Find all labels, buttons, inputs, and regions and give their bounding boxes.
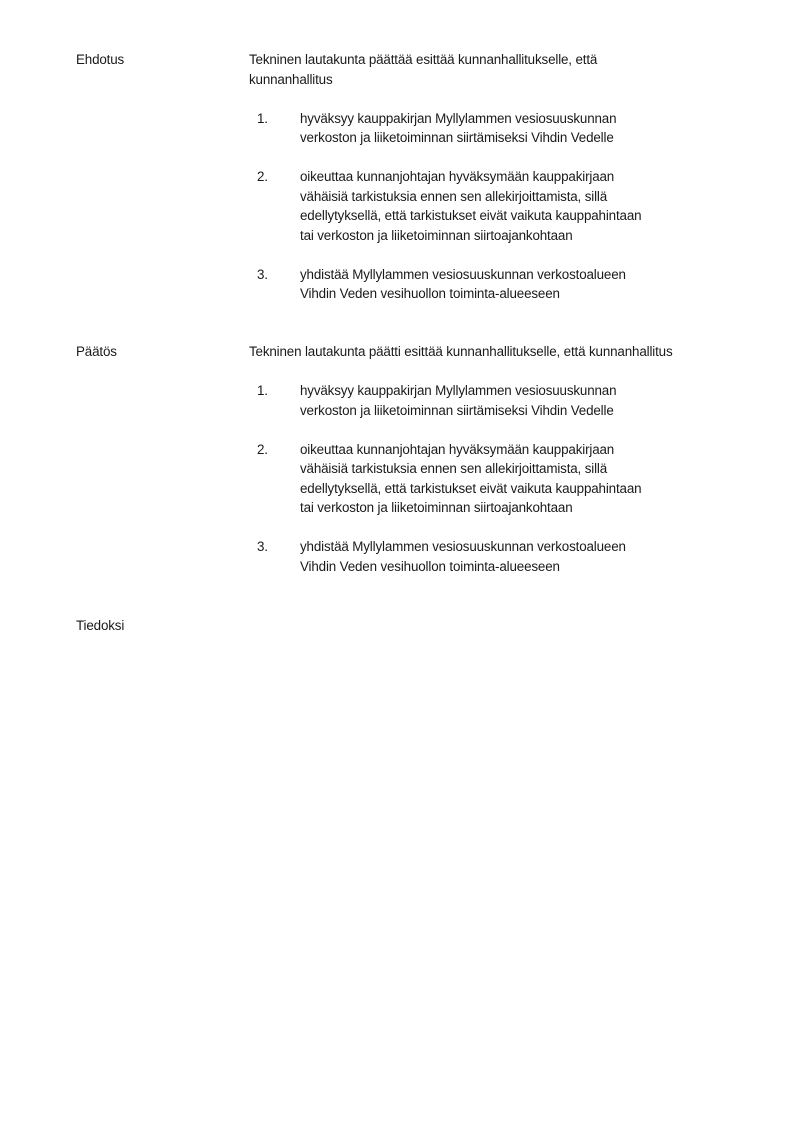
item-line: Vihdin Veden vesihuollon toiminta-alueeseen <box>300 558 560 574</box>
item-line: tai verkoston ja liiketoiminnan siirtoajankohtaan <box>300 500 573 515</box>
section-content <box>249 50 749 304</box>
intro-line: kunnanhallitus <box>249 71 333 87</box>
item-number: 2. <box>257 169 268 184</box>
section-intro <box>249 50 749 89</box>
item-line: vähäisiä tarkistuksia ennen sen allekirjoittamista, sillä <box>300 188 608 204</box>
item-text <box>300 265 700 304</box>
item-line: verkoston ja liiketoiminnan siirtämiseksi Vihdin Vedelle <box>300 130 614 145</box>
item-text <box>300 109 700 148</box>
section-label: Ehdotus <box>76 52 125 67</box>
intro-line: Tekninen lautakunta päättää esittää kunnanhallitukselle, että <box>249 52 598 67</box>
item-number: 1. <box>257 110 268 126</box>
item-line: verkoston ja liiketoiminnan siirtämiseksi Vihdin Vedelle <box>300 402 614 418</box>
item-line: yhdistää Myllylammen vesiosuuskunnan verkostoalueen <box>300 266 626 282</box>
item-line: edellytyksellä, että tarkistukset eivät vaikuta kauppahintaan <box>300 208 642 223</box>
section-label: Päätös <box>76 344 117 359</box>
section-label: Tiedoksi <box>76 618 125 633</box>
item-line: hyväksyy kauppakirjan Myllylammen vesiosuuskunnan <box>300 383 617 398</box>
list-item <box>249 381 749 420</box>
intro-line: Tekninen lautakunta päätti esittää kunnanhallitukselle, että kunnanhallitus <box>249 344 673 359</box>
item-number: 3. <box>257 539 268 554</box>
item-line: tai verkoston ja liiketoiminnan siirtoajankohtaan <box>300 227 573 243</box>
list-item <box>249 109 749 148</box>
item-line: hyväksyy kauppakirjan Myllylammen vesiosuuskunnan <box>300 110 617 126</box>
item-line: oikeuttaa kunnanjohtajan hyväksymään kauppakirjaan <box>300 169 615 184</box>
item-text <box>300 167 700 245</box>
item-text <box>300 537 700 576</box>
item-line: edellytyksellä, että tarkistukset eivät vaikuta kauppahintaan <box>300 480 642 496</box>
item-text <box>300 440 700 518</box>
section-intro <box>249 342 749 362</box>
numbered-list <box>249 109 749 304</box>
item-line: Vihdin Veden vesihuollon toiminta-alueeseen <box>300 286 560 301</box>
list-item <box>249 537 749 576</box>
list-item <box>249 265 749 304</box>
item-number: 1. <box>257 383 268 398</box>
item-line: oikeuttaa kunnanjohtajan hyväksymään kauppakirjaan <box>300 441 615 457</box>
item-line: vähäisiä tarkistuksia ennen sen allekirjoittamista, sillä <box>300 461 608 476</box>
numbered-list <box>249 381 749 576</box>
list-item <box>249 440 749 518</box>
list-item <box>249 167 749 245</box>
item-number: 3. <box>257 266 268 282</box>
item-text <box>300 381 700 420</box>
section-content <box>249 342 749 576</box>
item-line: yhdistää Myllylammen vesiosuuskunnan verkostoalueen <box>300 539 626 554</box>
item-number: 2. <box>257 441 268 457</box>
